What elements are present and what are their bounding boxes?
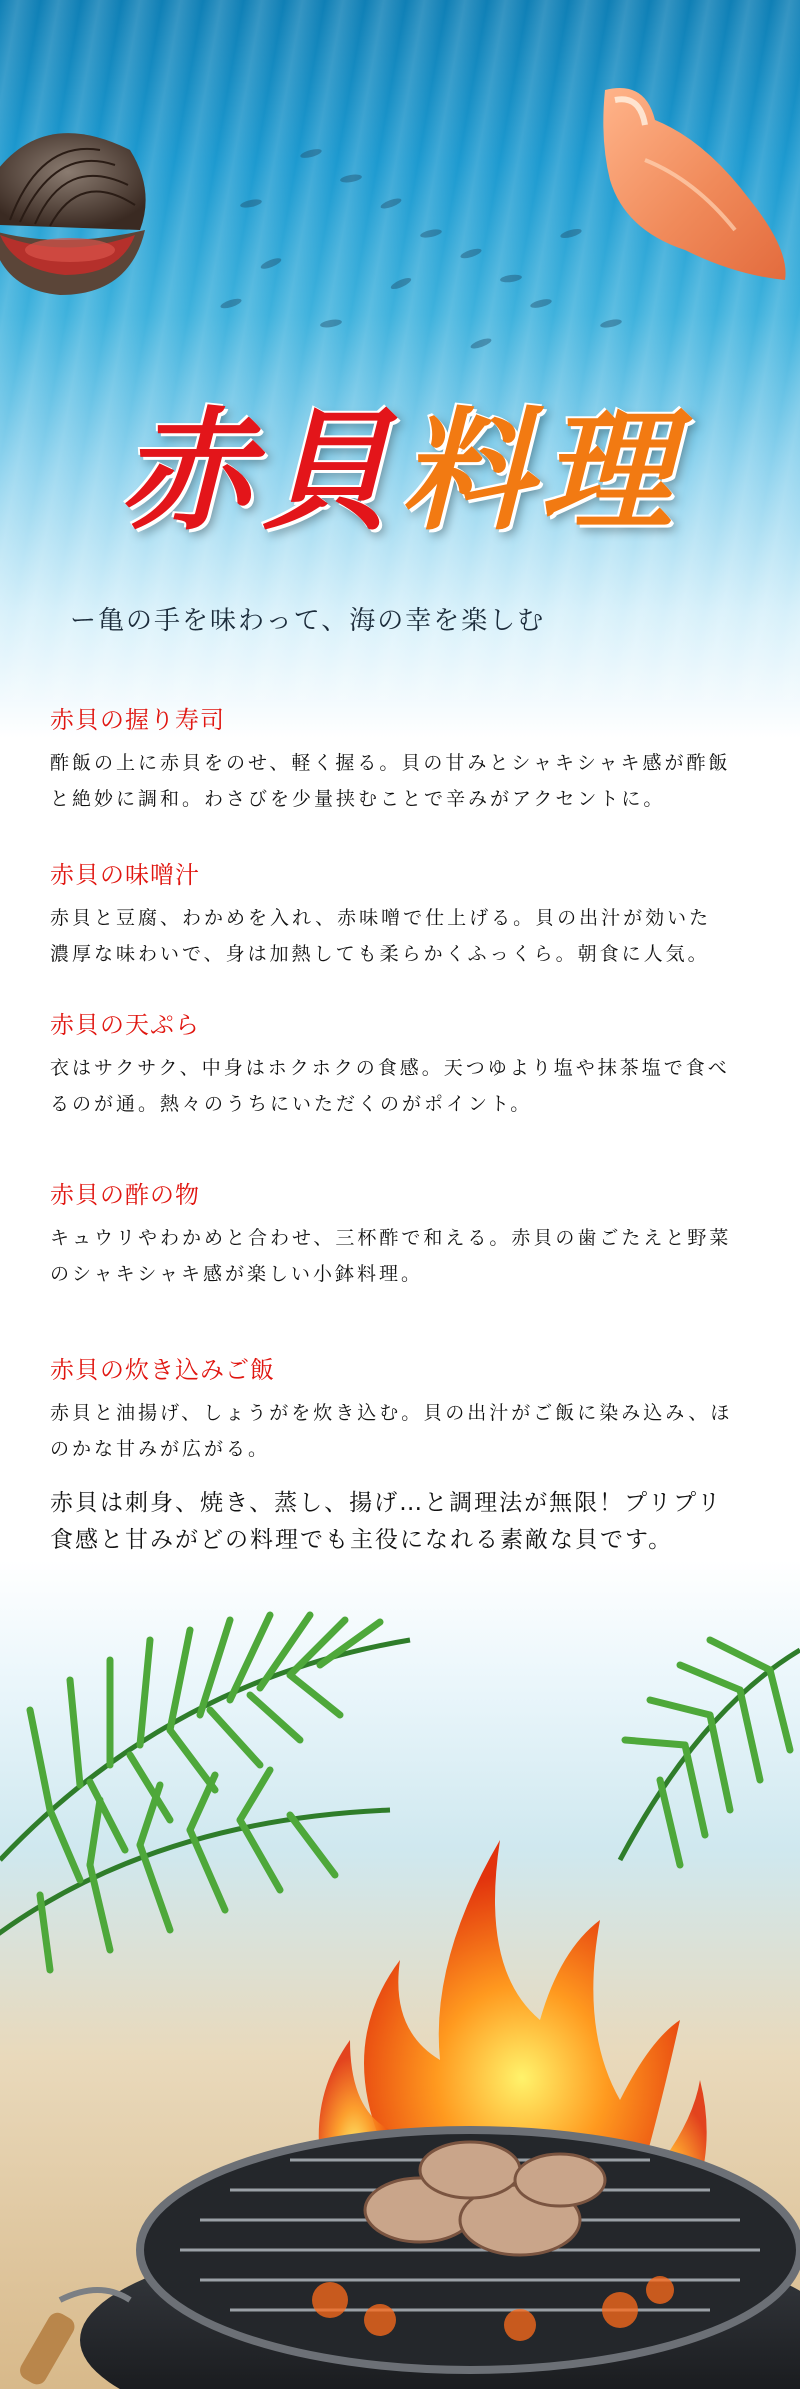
section-text: 赤貝と油揚げ、しょうがを炊き込む。貝の出汁がご飯に染み込み、ほ のかな甘みが広がる。 <box>50 1402 733 1460</box>
section-takikomi-gohan <box>50 1350 765 1467</box>
section-title: 赤貝の天ぷら <box>50 1011 200 1039</box>
section-nigiri <box>50 700 765 817</box>
closing-text: 赤貝は刺身、焼き、蒸し、揚げ…と調理法が無限！プリプリ 食感と甘みがどの料理でも主役になれる素敵な貝です。 <box>50 1490 723 1553</box>
ark-clam-meat-image <box>585 80 795 285</box>
section-title: 赤貝の味噌汁 <box>50 861 200 889</box>
section-title: 赤貝の握り寿司 <box>50 706 225 734</box>
section-tempura <box>50 1005 765 1122</box>
section-text: 衣はサクサク、中身はホクホクの食感。天つゆより塩や抹茶塩で食べ るのが通。熱々のうちにいただくのがポイント。 <box>50 1057 730 1115</box>
section-text: 赤貝と豆腐、わかめを入れ、赤味噌で仕上げる。貝の出汁が効いた 濃厚な味わいで、身は加熱しても柔らかくふっくら。朝食に人気。 <box>50 907 712 965</box>
grill-fire-image <box>0 1780 800 2389</box>
ark-shell-image <box>0 110 155 295</box>
section-miso-soup <box>50 855 765 972</box>
page-title <box>0 365 800 555</box>
section-sunomono <box>50 1175 765 1292</box>
subtitle: ー亀の手を味わって、海の幸を楽しむ <box>70 606 546 636</box>
section-title: 赤貝の酢の物 <box>50 1181 200 1209</box>
title-red: 赤貝 <box>120 394 400 549</box>
section-title: 赤貝の炊き込みご飯 <box>50 1356 275 1384</box>
section-text: 酢飯の上に赤貝をのせ、軽く握る。貝の甘みとシャキシャキ感が酢飯 と絶妙に調和。わさびを少量挟むことで辛みがアクセントに。 <box>50 752 731 810</box>
section-text: キュウリやわかめと合わせ、三杯酢で和える。赤貝の歯ごたえと野菜 のシャキシャキ感が楽しい小鉢料理。 <box>50 1227 732 1285</box>
title-orange: 料理 <box>400 394 680 549</box>
